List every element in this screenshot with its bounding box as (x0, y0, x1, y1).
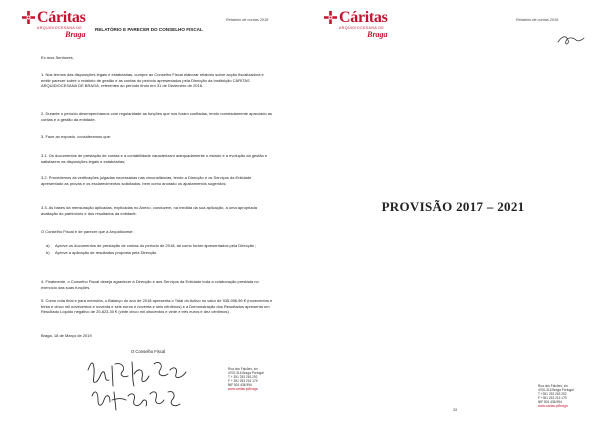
address-nif: NIF 501 436 994 (228, 383, 252, 388)
opinion-intro: O Conselho Fiscal é de parecer que a Arquidiocese: (41, 229, 134, 234)
salutation: Ex.mos Senhores, (41, 55, 74, 60)
address-nif: NIF 501 436 994 (538, 400, 562, 405)
list-item (46, 243, 272, 249)
page-number: 33 (453, 408, 457, 412)
paragraph-3: 3. Face ao exposto, consideramos que: (41, 134, 112, 139)
paragraph-1: 1. Nos termos das disposições legais e estatutárias, cumpre ao Conselho Fiscal elaborar relatório sobre acção fiscalizadora e emitir parecer sobre o relatório de gestão e as contas do período apresentados pela Direcção da Instituição CÁRITAS ARQUIDIOCESANA DE BRAGA, referentes ao período findo em 31 de Dezembro de 2018. (41, 72, 264, 89)
address-city: 4700-316 Braga Portugal (228, 371, 264, 376)
paragraph-3-2: 3.2. Procedemos às verificações julgadas necessárias nas circunstâncias, tendo a Direcção e os Serviços da Entidade apresentado as provas e os esclarecimentos solicitados, bem como anotado os ajustamentos sugeridos; (41, 175, 252, 186)
provision-title: PROVISÃO 2017 – 2021 (381, 199, 525, 214)
signature-label: O Conselho Fiscal (131, 349, 166, 354)
header-note: Relatório de contas 2018 (516, 18, 559, 22)
paragraph-3-1: 3.1. Os documentos de prestação de contas e a contabilidade caracterizam adequadamente o estado e a evolução da gestão e satisfazem as disposições legais e estatutárias; (41, 153, 268, 164)
address-block (228, 367, 264, 392)
address-street: Rua dos Falcões, s/n (228, 367, 258, 371)
logo-brand: Cáritas (37, 9, 86, 26)
opinion-list (46, 243, 272, 255)
address-web-link[interactable]: www.caritas.pt/braga (228, 387, 258, 392)
paragraph-3-3: 3.3. As bases da mensuração aplicadas, explicadas no Anexo, conduzem, na medida da sua aplicação, a uma apropriada avaliação do património e dos resultados da entidade. (41, 205, 257, 216)
document-title: RELATÓRIO E PARECER DO CONSELHO FISCAL (95, 27, 203, 32)
address-fax: F + 351 253 215 179 (228, 379, 258, 384)
address-street: Rua dos Falcões, s/n (538, 384, 568, 388)
caritas-logo (324, 10, 388, 39)
initials-scribble (556, 32, 586, 48)
address-fax: F +351 253 215 179 (538, 396, 567, 401)
logo-city: Braga (65, 29, 86, 39)
header-note: Relatório de contas 2018 (226, 18, 269, 22)
paragraph-2: 2. Durante o período desempenhamos com regularidade as funções que nos foram confiadas, tendo nomeadamente apreciado as contas e a gestão da entidade. (41, 111, 273, 122)
paragraph-4: 4. Finalmente, o Conselho Fiscal deseja agradecer à Direcção e aos Serviços da Entidade toda a colaboração prestada no exercício das suas funções. (41, 279, 259, 290)
caritas-cross-icon (22, 11, 35, 24)
list-marker: a) (46, 243, 50, 248)
logo-subtitle: ARQUIDIOCESANA DE (339, 26, 385, 30)
address-phone: T + 351 253 263 292 (228, 375, 258, 380)
address-phone: T +351 253 263 292 (538, 392, 567, 397)
paragraph-5: 5. Como nota final e para memória, o Balanço do ano de 2018 apresenta o Total do Activo no valor de 935.996,96 € (novecentos e trinta e cinco mil novecentos e noventa e seis euros e noventa e seis cêntimos) e a Demonstração dos Resultados apresenta um Resultado Líquido negativo de 25.823,30 € (vinte cinco mil oitocentos e vinte e três euros e dez cêntimos). (41, 298, 273, 315)
list-item-text: Aprove os documentos de prestação de contas do período de 2018, tal como foram apresentados pela Direcção ; (55, 243, 257, 248)
list-item-text: Aprove a aplicação de resultados proposta pela Direcção (55, 249, 157, 255)
right-page (300, 0, 600, 424)
place-date: Braga, 18 de Março de 2019 (41, 333, 92, 338)
address-block (538, 384, 574, 409)
address-web-link[interactable]: www.caritas.pt/braga (538, 404, 568, 409)
address-city: 4700-316 Braga Portugal (538, 388, 574, 393)
logo-brand: Cáritas (339, 9, 388, 26)
caritas-logo (22, 10, 86, 39)
logo-city: Braga (367, 29, 388, 39)
list-marker: b) (46, 249, 50, 255)
logo-subtitle: ARQUIDIOCESANA DE (37, 26, 83, 30)
caritas-cross-icon (324, 11, 337, 24)
list-item (46, 250, 272, 256)
council-signatures (82, 356, 192, 414)
